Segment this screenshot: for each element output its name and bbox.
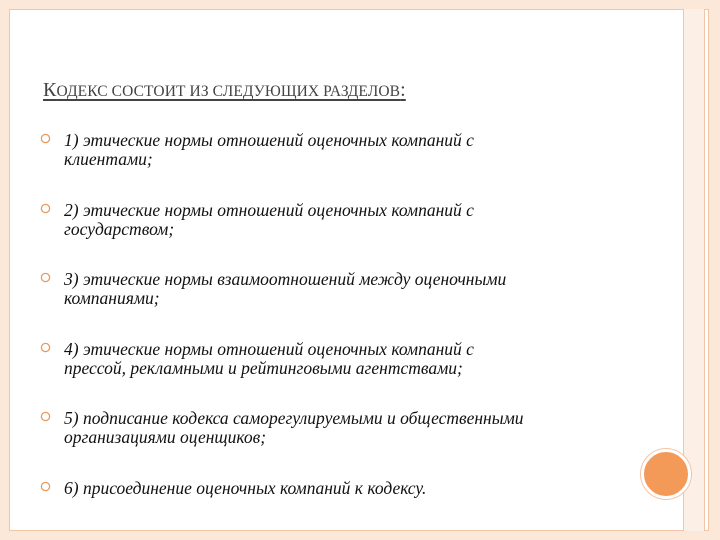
- circle-bullet-icon: [40, 411, 51, 422]
- slide-title: [43, 79, 406, 102]
- item-line: прессой, рекламными и рейтинговыми агентствами;: [64, 358, 463, 378]
- item-line: 3) этические нормы взаимоотношений между оценочными: [64, 269, 507, 289]
- circle-bullet-icon: [40, 133, 51, 144]
- item-line: 4) этические нормы отношений оценочных компаний с: [64, 339, 474, 359]
- circle-bullet-icon: [40, 203, 51, 214]
- item-line: организациями оценщиков;: [64, 427, 267, 447]
- decorative-circle: [641, 449, 691, 499]
- item-line: 2) этические нормы отношений оценочных компаний с: [64, 200, 474, 220]
- circle-bullet-icon: [40, 342, 51, 353]
- item-line: компаниями;: [64, 288, 160, 308]
- item-line: 5) подписание кодекса саморегулируемыми и общественными: [64, 408, 524, 428]
- circle-bullet-icon: [40, 481, 51, 492]
- item-line: 6) присоединение оценочных компаний к кодексу.: [64, 478, 427, 498]
- title-colon: :: [400, 79, 406, 101]
- item-line: 1) этические нормы отношений оценочных компаний с: [64, 130, 474, 150]
- title-initial: К: [43, 79, 57, 101]
- decorative-stripe: [683, 9, 705, 531]
- circle-bullet-icon: [40, 272, 51, 283]
- item-line: государством;: [64, 219, 175, 239]
- item-line: клиентами;: [64, 149, 153, 169]
- title-text: ОДЕКС СОСТОИТ ИЗ СЛЕДУЮЩИХ РАЗДЕЛОВ: [56, 83, 401, 100]
